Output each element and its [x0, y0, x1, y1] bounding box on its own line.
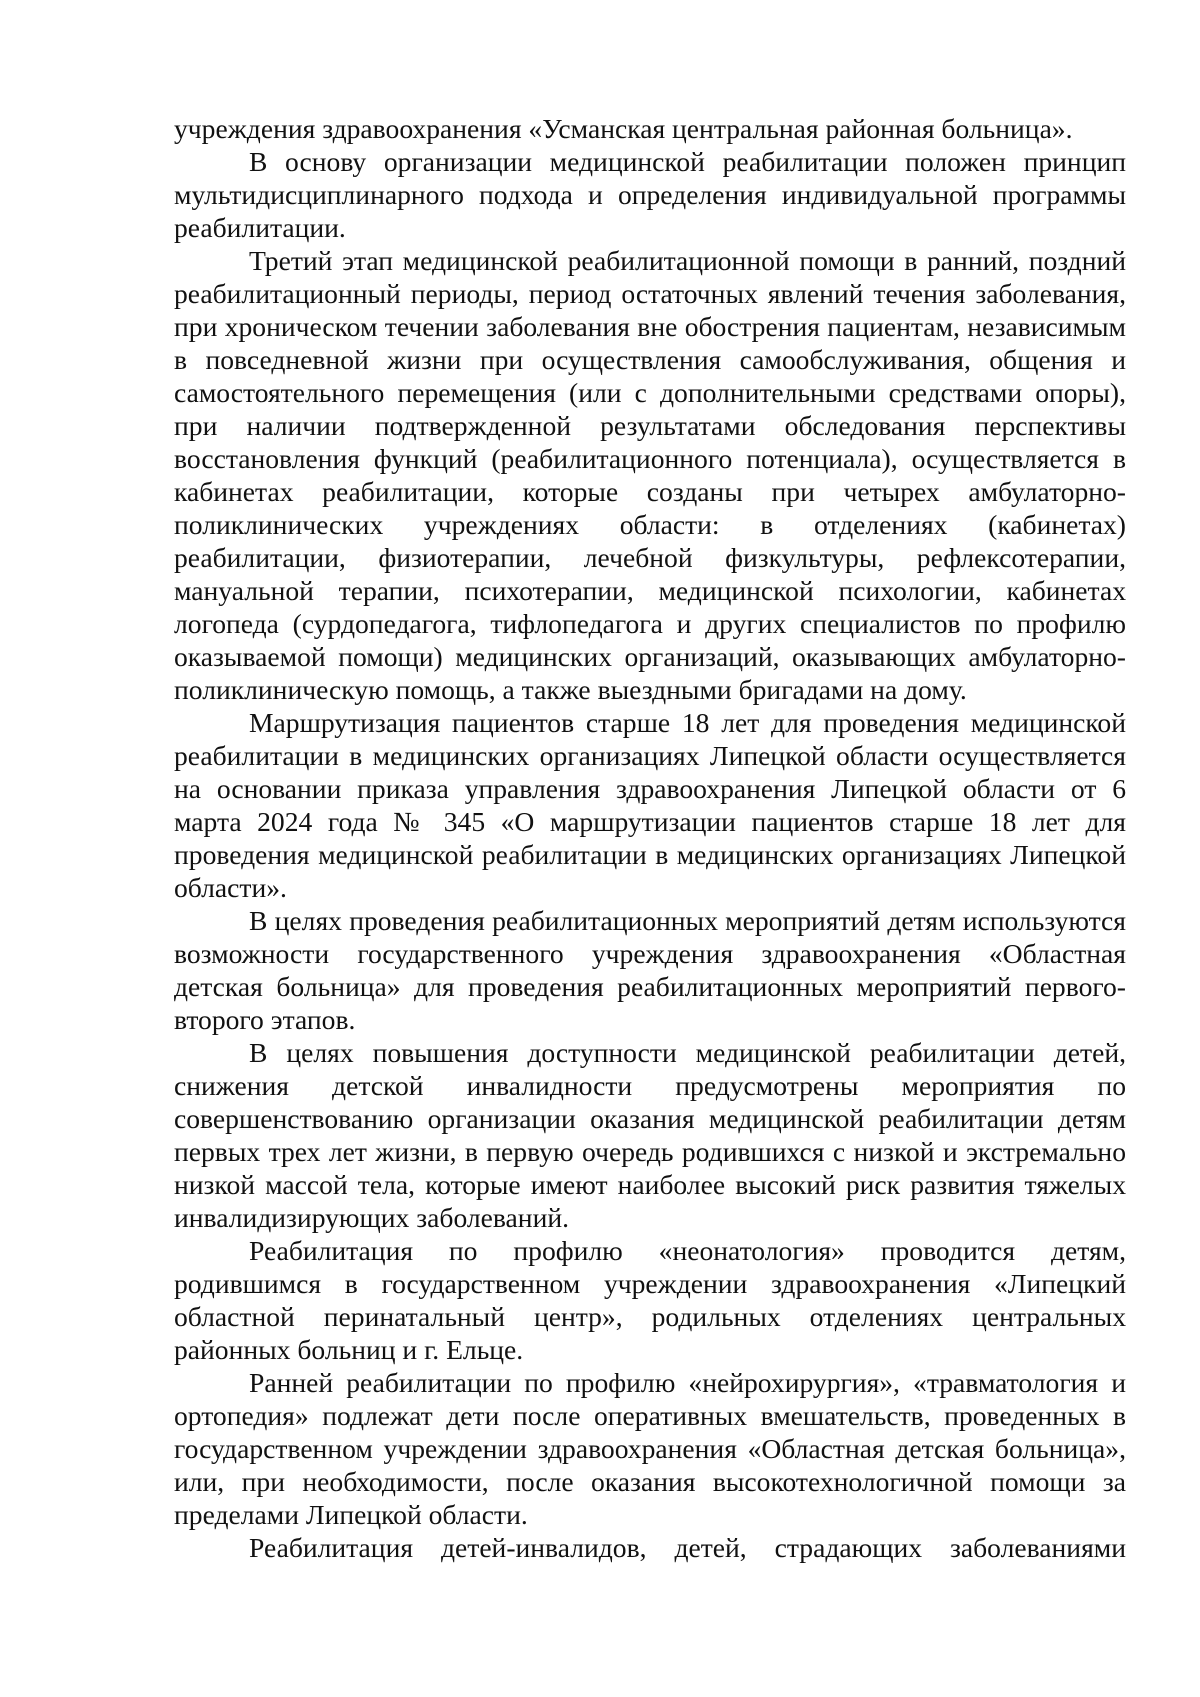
paragraph-6: В целях повышения доступности медицинской реабилитации детей, снижения детской инвалидности предусмотрены мероприятия по совершенствованию организации оказания медицинской реабилитации детям первых трех лет жизни, в первую очередь родившихся с низкой и экстремально низкой массой тела, которые имеют наиболее высокий риск развития тяжелых инвалидизирующих заболеваний. — [174, 1037, 1126, 1233]
paragraph-4: Маршрутизация пациентов старше 18 лет для проведения медицинской реабилитации в медицинских организациях Липецкой области осуществляется на основании приказа управления здравоохранения Липецкой области от 6 марта 2024 года № 345 «О маршрутизации пациентов старше 18 лет для проведения медицинской реабилитации в медицинских организациях Липецкой области». — [174, 707, 1126, 903]
paragraph-2: В основу организации медицинской реабилитации положен принцип мультидисциплинарного подхода и определения индивидуальной программы реабилитации. — [174, 146, 1126, 243]
document-page — [174, 112, 1126, 1564]
paragraph-8: Ранней реабилитации по профилю «нейрохирургия», «травматология и ортопедия» подлежат дети после оперативных вмешательств, проведенных в государственном учреждении здравоохранения «Областная детская больница», или, при необходимости, после оказания высокотехнологичной помощи за пределами Липецкой области. — [174, 1367, 1126, 1530]
paragraph-5: В целях проведения реабилитационных мероприятий детям используются возможности государственного учреждения здравоохранения «Областная детская больница» для проведения реабилитационных мероприятий первого-второго этапов. — [174, 905, 1126, 1035]
paragraph-1: учреждения здравоохранения «Усманская центральная районная больница». — [174, 113, 1073, 144]
paragraph-9: Реабилитация детей-инвалидов, детей, страдающих заболеваниями — [249, 1532, 1126, 1563]
paragraph-7: Реабилитация по профилю «неонатология» проводится детям, родившимся в государственном учреждении здравоохранения «Липецкий областной перинатальный центр», родильных отделениях центральных районных больниц и г. Ельце. — [174, 1235, 1126, 1365]
paragraph-3: Третий этап медицинской реабилитационной помощи в ранний, поздний реабилитационный периоды, период остаточных явлений течения заболевания, при хроническом течении заболевания вне обострения пациентам, независимым в повседневной жизни при осуществления самообслуживания, общения и самостоятельного перемещения (или с дополнительными средствами опоры), при наличии подтвержденной результатами обследования перспективы восстановления функций (реабилитационного потенциала), осуществляется в кабинетах реабилитации, которые созданы при четырех амбулаторно-поликлинических учреждениях области: в отделениях (кабинетах) реабилитации, физиотерапии, лечебной физкультуры, рефлексотерапии, мануальной терапии, психотерапии, медицинской психологии, кабинетах логопеда (сурдопедагога, тифлопедагога и других специалистов по профилю оказываемой помощи) медицинских организаций, оказывающих амбулаторно-поликлиническую помощь, а также выездными бригадами на дому. — [174, 245, 1126, 705]
